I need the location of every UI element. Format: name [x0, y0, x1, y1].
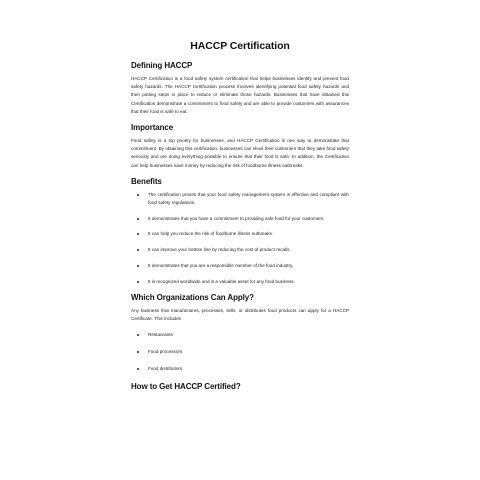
list-item-text: Food processors [148, 348, 183, 354]
section-heading: How to Get HACCP Certified? [131, 382, 241, 392]
section-heading: Importance [131, 123, 174, 133]
list-item-text: It can help you reduce the risk of foodborne illness outbreaks. [148, 231, 274, 237]
bullet-icon [137, 281, 139, 283]
organizations-list [131, 331, 349, 374]
list-item-text: It can improve your bottom line by reducing the cost of product recalls. [148, 247, 291, 253]
list-item [131, 246, 349, 254]
bullet-icon [137, 334, 139, 336]
benefits-list [131, 191, 349, 286]
list-item [131, 331, 349, 339]
list-item-text: Food distributors. [148, 366, 184, 372]
list-item-text: It is recognized worldwide and is a valuable asset for any food business. [148, 278, 295, 284]
list-item [131, 278, 349, 286]
document-title: HACCP Certification [190, 40, 290, 52]
bullet-icon [137, 265, 139, 267]
list-item [131, 365, 349, 373]
bullet-icon [137, 194, 139, 196]
list-item [131, 191, 349, 207]
list-item-text: Restaurants [148, 331, 173, 337]
list-item [131, 215, 349, 223]
bullet-icon [137, 249, 139, 251]
section-defining-haccp [131, 61, 349, 116]
section-heading: Which Organizations Can Apply? [131, 293, 254, 303]
bullet-icon [137, 351, 139, 353]
document-page [131, 40, 349, 396]
list-item-text: The certification proves that your food safety management system is effective and compliant with food safety regulations. [148, 191, 349, 206]
section-paragraph: HACCP Certification is a food safety system certification that helps businesses identify and prevent food safety hazards. The HACCP Certification process involves identifying potential food safety hazards and then putting steps in place to reduce or eliminate those hazards. Businesses that have obtained this Certification demonstrate a commitment to food safety and are able to provide customers with assurances that their food is safe to eat. [131, 76, 349, 114]
list-item [131, 230, 349, 238]
section-paragraph: Any business that manufactures, processes, sells, or distributes food products can apply for a HACCP Certificate. This includes [131, 308, 349, 322]
list-item-text: It demonstrates that you have a commitment to providing safe food for your customers. [148, 215, 325, 221]
list-item [131, 348, 349, 356]
section-paragraph: Food safety is a top priority for businesses, and HACCP Certification is one way to demonstrate that commitment. By obtaining this certification, businesses can show their customers that they take food safety seriously and are doing everything possible to ensure that their food is safe. In addition, the Certification can help businesses save money by reducing the risk of foodborne illness outbreaks. [131, 138, 349, 168]
list-item [131, 262, 349, 270]
list-item-text: It demonstrates that you are a responsible member of the food industry. [148, 262, 294, 268]
bullet-icon [137, 233, 139, 235]
bullet-icon [137, 218, 139, 220]
section-how-to-get-certified [131, 382, 349, 391]
section-which-organizations [131, 293, 349, 373]
section-benefits [131, 177, 349, 286]
section-heading: Benefits [131, 176, 162, 186]
section-importance [131, 123, 349, 170]
section-heading: Defining HACCP [131, 61, 193, 70]
bullet-icon [137, 368, 139, 370]
